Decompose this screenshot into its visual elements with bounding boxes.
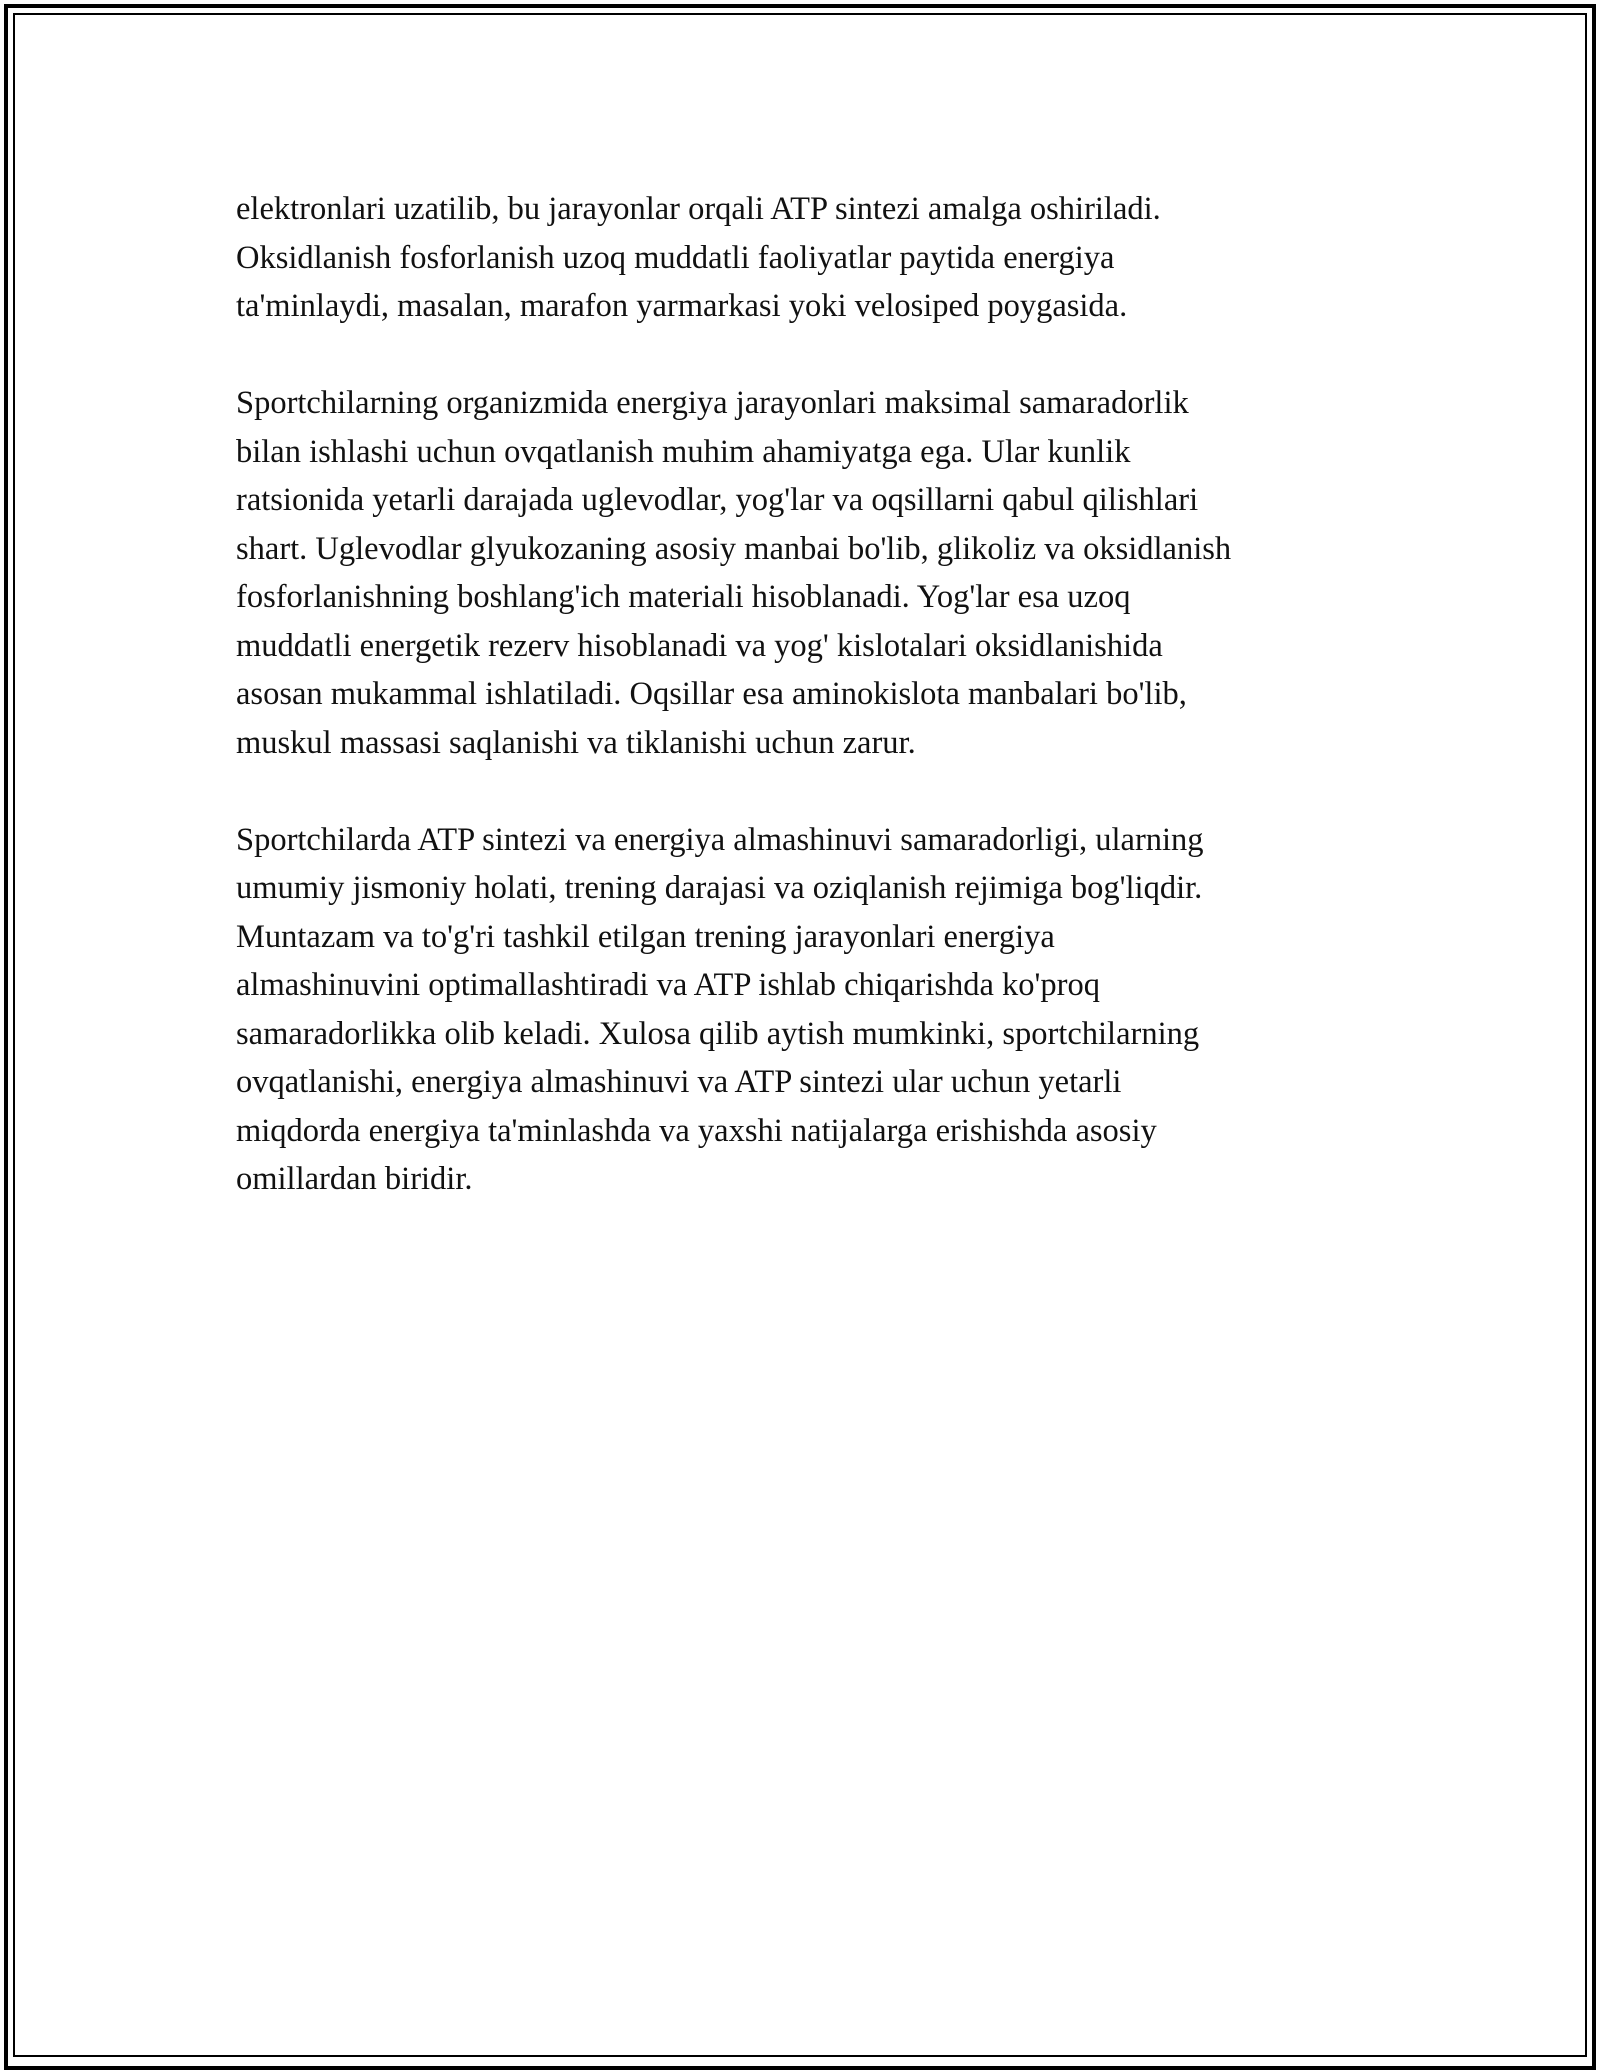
text-line: muskul massasi saqlanishi va tiklanishi uchun zarur. xyxy=(236,724,916,761)
text-line: muddatli energetik rezerv hisoblanadi va yog' kislotalari oksidlanishida xyxy=(236,627,1163,664)
text-line: umumiy jismoniy holati, trening darajasi va oziqlanish rejimiga bog'liqdir. xyxy=(236,870,1203,906)
text-line: shart. Uglevodlar glyukozaning asosiy manbai bo'lib, glikoliz va oksidlanish xyxy=(236,530,1232,567)
text-line: fosforlanishning boshlang'ich materiali hisoblanadi. Yog'lar esa uzoq xyxy=(236,579,1131,615)
paragraph-spacer xyxy=(236,331,1386,380)
paragraph-2 xyxy=(236,379,1386,767)
text-line: Sportchilarning organizmida energiya jarayonlari maksimal samaradorlik xyxy=(236,385,1189,421)
text-line: ovqatlanishi, energiya almashinuvi va ATP sintezi ular uchun yetarli xyxy=(236,1064,1122,1100)
text-line: Oksidlanish fosforlanish uzoq muddatli faoliyatlar paytida energiya xyxy=(236,239,1115,276)
text-line: asosan mukammal ishlatiladi. Oqsillar esa aminokislota manbalari bo'lib, xyxy=(236,676,1187,712)
text-line: ratsionida yetarli darajada uglevodlar, yog'lar va oqsillarni qabul qilishlari xyxy=(236,482,1199,518)
text-line: almashinuvini optimallashtiradi va ATP ishlab chiqarishda ko'proq xyxy=(236,967,1100,1003)
document-body xyxy=(236,185,1386,1204)
paragraph-1 xyxy=(236,185,1386,331)
text-line: omillardan biridir. xyxy=(236,1161,473,1197)
paragraph-3 xyxy=(236,816,1386,1204)
text-line: elektronlari uzatilib, bu jarayonlar orqali ATP sintezi amalga oshiriladi. xyxy=(236,191,1161,227)
text-line: bilan ishlashi uchun ovqatlanish muhim ahamiyatga ega. Ular kunlik xyxy=(236,433,1131,470)
text-line: miqdorda energiya ta'minlashda va yaxshi natijalarga erishishda asosiy xyxy=(236,1112,1157,1149)
text-line: ta'minlaydi, masalan, marafon yarmarkasi yoki velosiped poygasida. xyxy=(236,288,1128,324)
text-line: samaradorlikka olib keladi. Xulosa qilib aytish mumkinki, sportchilarning xyxy=(236,1015,1200,1052)
text-line: Sportchilarda ATP sintezi va energiya almashinuvi samaradorligi, ularning xyxy=(236,821,1204,858)
paragraph-spacer xyxy=(236,767,1386,816)
text-line: Muntazam va to'g'ri tashkil etilgan trening jarayonlari energiya xyxy=(236,918,1055,955)
